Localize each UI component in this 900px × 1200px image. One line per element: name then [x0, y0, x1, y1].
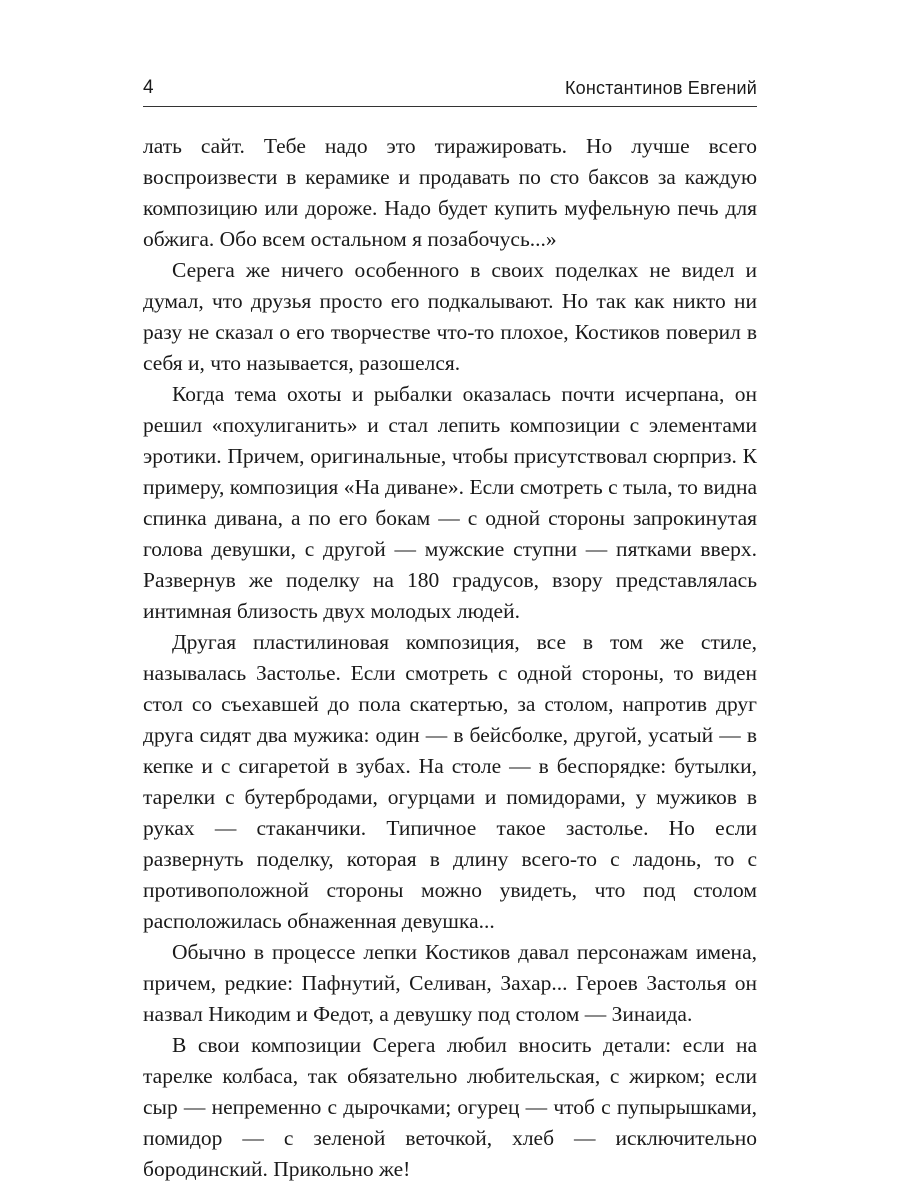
paragraph: В свои композиции Серега любил вносить детали: если на тарелке колбаса, так обязательно любительская, с жирком; если сыр — непременно с дырочками; огурец — чтоб с пупырышками, помидор — с зеленой веточкой, хлеб — исключительно бородинский. Прикольно же! [143, 1033, 757, 1181]
paragraph: Другая пластилиновая композиция, все в том же стиле, называлась Застолье. Если смотреть с одной стороны, то виден стол со съехавшей до пола скатертью, за столом, напротив друг друга сидят два мужика: один — в бейсболке, другой, усатый — в кепке и с сигаретой в зубах. На столе — в беспорядке: бутылки, тарелки с бутербродами, огурцами и помидорами, у мужиков в руках — стаканчики. Типичное такое застолье. Но если развернуть поделку, которая в длину всего-то с ладонь, то с противоположной стороны можно увидеть, что под столом расположилась обнаженная девушка... [143, 630, 757, 933]
paragraph: Обычно в процессе лепки Костиков давал персонажам имена, причем, редкие: Пафнутий, Селиван, Захар... Героев Застолья он назвал Никодим и Федот, а девушку под столом — Зинаида. [143, 940, 757, 1026]
page-header [143, 76, 757, 106]
header-rule [143, 106, 757, 107]
page-number: 4 [143, 77, 154, 98]
running-head-author: Константинов Евгений [564, 78, 757, 98]
paragraph: Когда тема охоты и рыбалки оказалась почти исчерпана, он решил «похулиганить» и стал лепить композиции с элементами эротики. Причем, оригинальные, чтобы присутствовал сюрприз. К примеру, композиция «На диване». Если смотреть с тыла, то видна спинка дивана, а по его бокам — с одной стороны запрокинутая голова девушки, с другой — мужские ступни — пятками вверх. Развернув же поделку на 180 градусов, взору представлялась интимная близость двух молодых людей. [143, 382, 757, 623]
paragraph: Серега же ничего особенного в своих поделках не видел и думал, что друзья просто его подкалывают. Но так как никто ни разу не сказал о его творчестве что-то плохое, Костиков поверил в себя и, что называется, разошелся. [143, 258, 757, 375]
body-text [143, 131, 757, 1185]
paragraph-continued: лать сайт. Тебе надо это тиражировать. Но лучше всего воспроизвести в керамике и продавать по сто баксов за каждую композицию или дороже. Надо будет купить муфельную печь для обжига. Обо всем остальном я позабочусь...» [143, 134, 757, 251]
